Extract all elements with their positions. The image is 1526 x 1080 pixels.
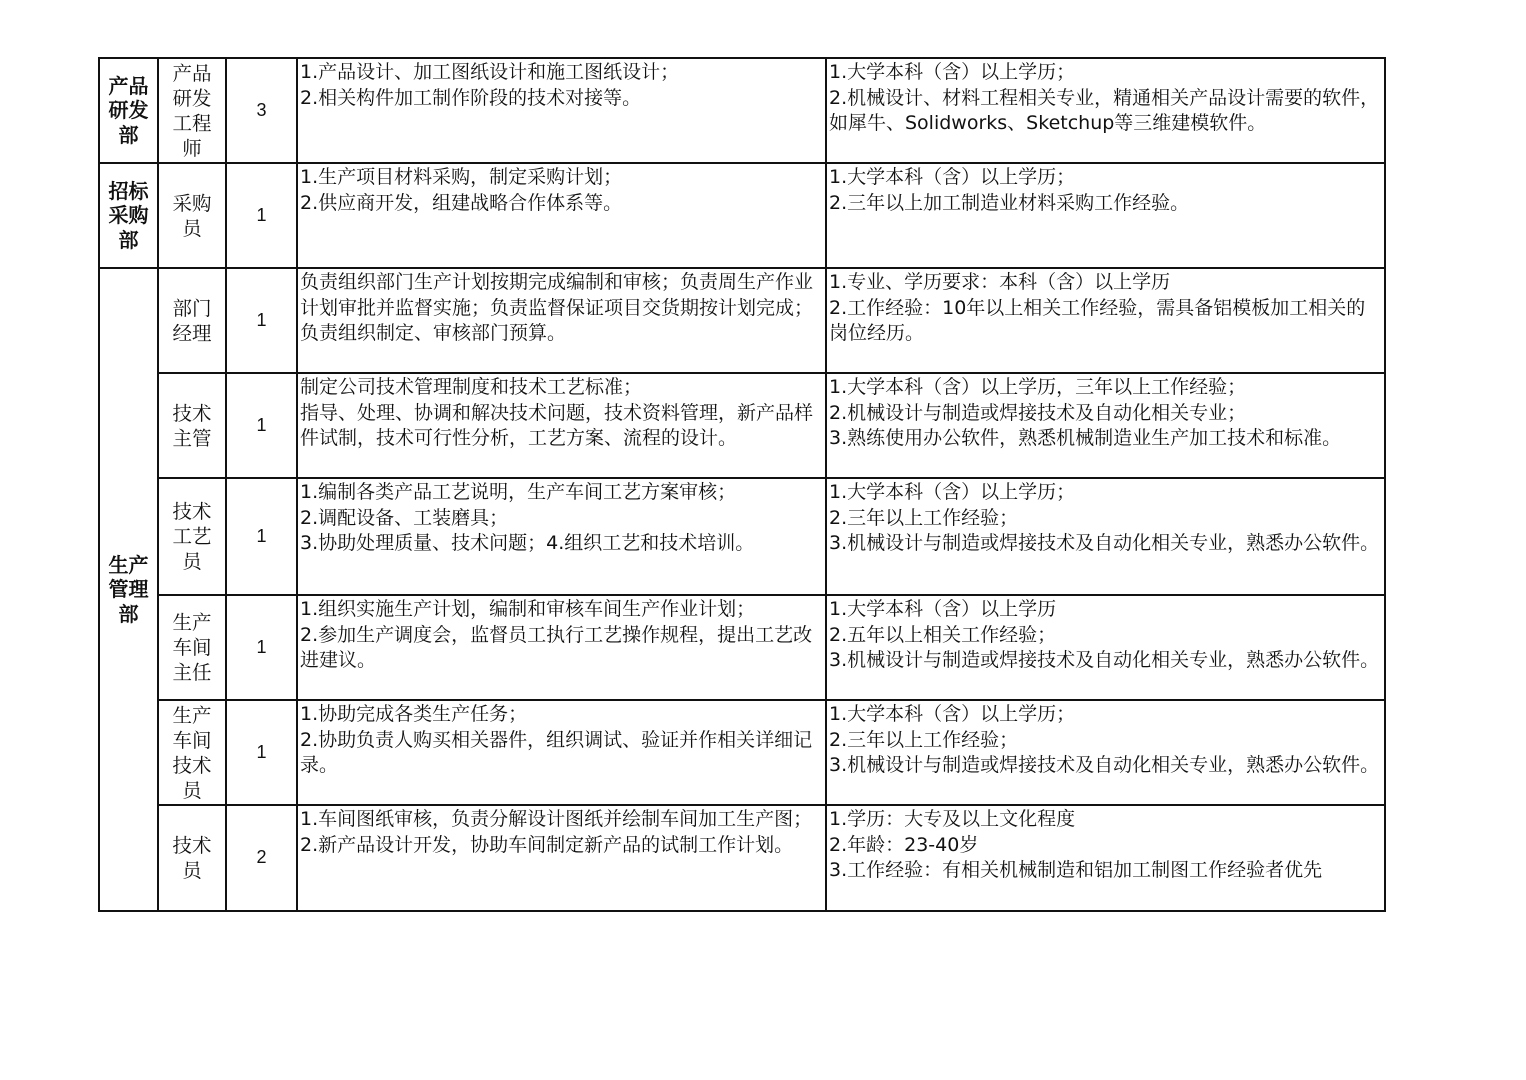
table-row [99,478,1385,595]
requirement-line: 3.机械设计与制造或焊接技术及自动化相关专业，熟悉办公软件。 [829,649,1380,671]
position-cell: 生产车间技术员 [158,700,226,805]
duty-line: 制定公司技术管理制度和技术工艺标准； [300,376,643,398]
requirement-line: 2.五年以上相关工作经验； [829,623,1057,646]
table-row [99,805,1385,911]
requirement-line: 1.大学本科（含）以上学历 [829,598,1057,620]
duty-line: 2.协助负责人购买相关器件，组织调试、验证并作相关详细记录。 [300,728,813,776]
duty-line: 1.组织实施生产计划，编制和审核车间生产作业计划； [300,598,756,620]
requirement-line: 2.机械设计、材料工程相关专业，精通相关产品设计需要的软件，如犀牛、Solidworks、Sketchup等三维建模软件。 [829,86,1380,134]
duty-line: 2.供应商开发，组建战略合作体系等。 [300,191,623,214]
duty-line: 2.相关构件加工制作阶段的技术对接等。 [300,86,642,109]
duties-cell [297,373,826,478]
headcount-cell: 1 [226,163,297,268]
position-cell: 产品研发工程师 [158,58,226,163]
headcount-cell: 3 [226,58,297,163]
requirement-line: 2.三年以上工作经验； [829,506,1019,529]
headcount-cell: 1 [226,595,297,700]
requirement-line: 3.工作经验：有相关机械制造和铝加工制图工作经验者优先 [829,859,1323,881]
department-cell: 生产管理部 [99,268,158,911]
requirements-cell [826,595,1385,700]
requirement-line: 2.三年以上工作经验； [829,728,1019,751]
department-cell: 产品研发部 [99,58,158,163]
duty-line: 1.产品设计、加工图纸设计和施工图纸设计； [300,61,680,83]
position-cell: 技术员 [158,805,226,911]
duties-cell [297,700,826,805]
duty-line: 1.编制各类产品工艺说明，生产车间工艺方案审核； [300,481,737,503]
table-row [99,595,1385,700]
duty-line: 指导、处理、协调和解决技术问题，技术资料管理，新产品样件试制，技术可行性分析，工艺方案、流程的设计。 [300,401,814,449]
requirement-line: 3.机械设计与制造或焊接技术及自动化相关专业，熟悉办公软件。 [829,754,1380,776]
headcount-cell: 1 [226,268,297,373]
position-cell: 生产车间主任 [158,595,226,700]
table-row [99,58,1385,163]
duties-cell [297,163,826,268]
duty-line: 1.车间图纸审核，负责分解设计图纸并绘制车间加工生产图； [300,808,813,830]
duty-line: 2.参加生产调度会，监督员工执行工艺操作规程，提出工艺改进建议。 [300,623,813,671]
duty-line: 1.协助完成各类生产任务； [300,703,528,725]
requirements-cell [826,163,1385,268]
headcount-cell: 1 [226,478,297,595]
requirements-cell [826,373,1385,478]
requirement-line: 1.大学本科（含）以上学历； [829,166,1076,188]
duties-cell [297,595,826,700]
requirements-cell [826,700,1385,805]
duties-cell [297,58,826,163]
headcount-cell: 2 [226,805,297,911]
table-row [99,700,1385,805]
headcount-cell: 1 [226,700,297,805]
department-cell: 招标采购部 [99,163,158,268]
position-cell: 技术主管 [158,373,226,478]
requirement-line: 1.大学本科（含）以上学历，三年以上工作经验； [829,376,1247,398]
duty-line: 3.协助处理质量、技术问题；4.组织工艺和技术培训。 [300,532,755,554]
requirement-line: 3.熟练使用办公软件，熟悉机械制造业生产加工技术和标准。 [829,427,1342,449]
duty-line: 2.新产品设计开发，协助车间制定新产品的试制工作计划。 [300,833,794,856]
duties-cell [297,805,826,911]
requirement-line: 2.三年以上加工制造业材料采购工作经验。 [829,191,1190,214]
headcount-cell: 1 [226,373,297,478]
position-cell: 技术工艺员 [158,478,226,595]
requirement-line: 1.大学本科（含）以上学历； [829,61,1076,83]
requirement-line: 1.专业、学历要求：本科（含）以上学历 [829,271,1171,293]
duty-line: 负责组织部门生产计划按期完成编制和审核；负责周生产作业计划审批并监督实施；负责监督保证项目交货期按计划完成；负责组织制定、审核部门预算。 [300,271,814,344]
requirement-line: 2.工作经验：10年以上相关工作经验，需具备铝模板加工相关的岗位经历。 [829,296,1366,344]
duties-cell [297,478,826,595]
table-row [99,373,1385,478]
requirement-line: 2.机械设计与制造或焊接技术及自动化相关专业； [829,401,1247,424]
requirement-line: 1.学历：大专及以上文化程度 [829,808,1076,830]
duty-line: 2.调配设备、工装磨具； [300,506,509,529]
requirements-cell [826,58,1385,163]
requirement-line: 2.年龄：23-40岁 [829,833,979,856]
recruitment-table [98,57,1386,912]
duties-cell [297,268,826,373]
requirement-line: 3.机械设计与制造或焊接技术及自动化相关专业，熟悉办公软件。 [829,532,1380,554]
table-row [99,163,1385,268]
position-cell: 采购员 [158,163,226,268]
requirements-cell [826,268,1385,373]
table-row [99,268,1385,373]
requirements-cell [826,478,1385,595]
requirements-cell [826,805,1385,911]
requirement-line: 1.大学本科（含）以上学历； [829,703,1076,725]
duty-line: 1.生产项目材料采购，制定采购计划； [300,166,623,188]
position-cell: 部门经理 [158,268,226,373]
requirement-line: 1.大学本科（含）以上学历； [829,481,1076,503]
